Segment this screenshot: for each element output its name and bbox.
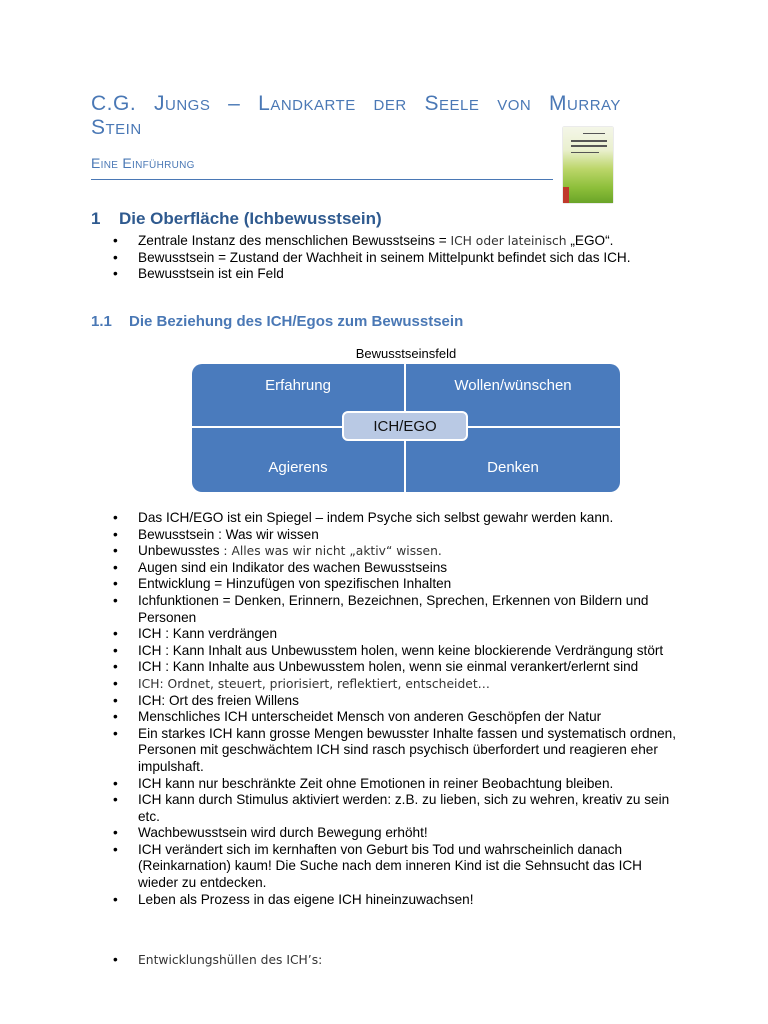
bullet-text: „EGO“.: [566, 233, 614, 248]
diagram-center-ego: ICH/EGO: [342, 411, 468, 441]
diagram-quadrant-acting: Agierens: [192, 428, 404, 492]
bullet-text: ICH: Ort des freien Willens: [138, 692, 299, 708]
bullet-text: ICH : Kann Inhalte aus Unbewusstem holen, wenn sie einmal verankert/erlernt sind: [138, 659, 639, 675]
cover-text-line: [583, 133, 605, 134]
development-bullet-list: [91, 952, 681, 969]
bullet-text: Das ICH/EGO ist ein Spiegel – indem Psyche sich selbst gewahr werden kann.: [138, 510, 614, 525]
bullet-text: Entwicklung = Hinzufügen von spezifischen Inhalten: [138, 576, 452, 592]
bullet-text-light: Entwicklungshüllen des ICH’s:: [138, 953, 323, 967]
list-item: [91, 659, 681, 676]
bullet-text: Augen sind ein Indikator des wachen Bewusstseins: [138, 559, 448, 575]
title-word: Murray: [549, 92, 621, 115]
cover-text-line: [571, 140, 607, 142]
document-title-line2: Stein: [91, 116, 142, 139]
diagram-quadrant-wanting: Wollen/wünschen: [406, 364, 620, 426]
title-word: Landkarte: [258, 92, 356, 115]
title-divider: [91, 179, 553, 180]
book-cover-icon: [563, 127, 613, 203]
list-item: [91, 560, 681, 577]
title-word: der: [373, 92, 407, 115]
bullet-text: Zentrale Instanz des menschlichen Bewusstseins =: [138, 233, 451, 248]
list-item: [91, 693, 681, 710]
diagram-title: Bewusstseinsfeld: [355, 346, 457, 361]
bullet-text: Bewusstsein = Zustand der Wachheit in seinem Mittelpunkt befindet sich das ICH.: [138, 249, 631, 265]
bullet-text: ICH verändert sich im kernhaften von Geburt bis Tod und wahrscheinlich danach (Reinkarnation) kaum! Die Suche nach dem inneren Kind ist die Sehnsucht das ICH wieder zu entdecken.: [138, 841, 642, 891]
cover-text-line: [571, 152, 599, 153]
list-item: [91, 266, 681, 283]
cover-text-line: [571, 145, 607, 147]
bullet-text-light: : Alles was wir nicht „aktiv“ wissen.: [223, 544, 442, 559]
document-subtitle: Eine Einführung: [91, 155, 195, 171]
title-word: Jungs: [153, 92, 211, 115]
list-item: [91, 892, 681, 909]
title-word: Seele: [424, 92, 480, 115]
bullet-text: ICH : Kann verdrängen: [138, 626, 278, 642]
list-item: [91, 233, 681, 250]
bullet-text: Leben als Prozess in das eigene ICH hineinzuwachsen!: [138, 891, 474, 907]
document-title-line1: [91, 92, 621, 116]
section-number: 1: [91, 209, 101, 228]
cover-spine: [563, 187, 569, 203]
list-item: [91, 776, 681, 793]
bullet-text-light: ICH oder lateinisch: [450, 234, 567, 248]
bullet-text: ICH : Kann Inhalt aus Unbewusstem holen, wenn keine blockierende Verdrängung stört: [138, 642, 664, 658]
bullet-text: Bewusstsein ist ein Feld: [138, 266, 284, 282]
consciousness-field-diagram: [192, 364, 620, 492]
section-heading-1-1: [91, 313, 463, 330]
section-number: 1.1: [91, 313, 112, 330]
list-item: [91, 527, 681, 544]
list-item: [91, 643, 681, 660]
bullet-text: Ichfunktionen = Denken, Erinnern, Bezeichnen, Sprechen, Erkennen von Bildern und Personen: [138, 592, 649, 625]
list-item: [91, 626, 681, 643]
list-item: [91, 593, 681, 626]
list-item: [91, 952, 681, 969]
bullet-text-light: ICH: Ordnet, steuert, priorisiert, reflektiert, entscheidet…: [138, 676, 490, 691]
section-title: Die Oberfläche (Ichbewusstsein): [119, 209, 382, 228]
bullet-text: ICH kann durch Stimulus aktiviert werden: z.B. zu lieben, sich zu wehren, kreativ zu sein etc.: [138, 792, 670, 824]
list-item: [91, 726, 681, 776]
bullet-text: Menschliches ICH unterscheidet Mensch von anderen Geschöpfen der Natur: [138, 709, 602, 725]
bullet-text: Bewusstsein : Was wir wissen: [138, 526, 319, 542]
list-item: [91, 543, 681, 560]
list-item: [91, 842, 681, 892]
bullet-text: Ein starkes ICH kann grosse Mengen bewusster Inhalte fassen und systematisch ordnen, Personen mit geschwächtem ICH sind rasch psychisch überfordert und reagieren eher impulshaft.: [138, 725, 676, 774]
document-title: [91, 92, 621, 140]
bullet-text: Wachbewusstsein wird durch Bewegung erhöht!: [138, 825, 428, 841]
list-item: [91, 825, 681, 842]
diagram-quadrant-thinking: Denken: [406, 428, 620, 492]
list-item: [91, 792, 681, 825]
section1-bullet-list: [91, 233, 681, 283]
list-item: [91, 510, 681, 527]
section-title: Die Beziehung des ICH/Egos zum Bewusstsein: [129, 313, 464, 330]
list-item: [91, 676, 681, 693]
list-item: [91, 576, 681, 593]
section-heading-1: [91, 209, 382, 229]
list-item: [91, 709, 681, 726]
list-item: [91, 250, 681, 267]
diagram-quadrant-experience: Erfahrung: [192, 364, 404, 426]
bullet-text: ICH kann nur beschränkte Zeit ohne Emotionen in reiner Beobachtung bleiben.: [138, 775, 614, 791]
title-word: –: [228, 92, 241, 115]
title-word: von: [497, 92, 532, 115]
bullet-text: Unbewusstes: [138, 543, 224, 559]
ego-bullet-list: [91, 510, 681, 908]
title-word: C.G.: [91, 92, 137, 115]
